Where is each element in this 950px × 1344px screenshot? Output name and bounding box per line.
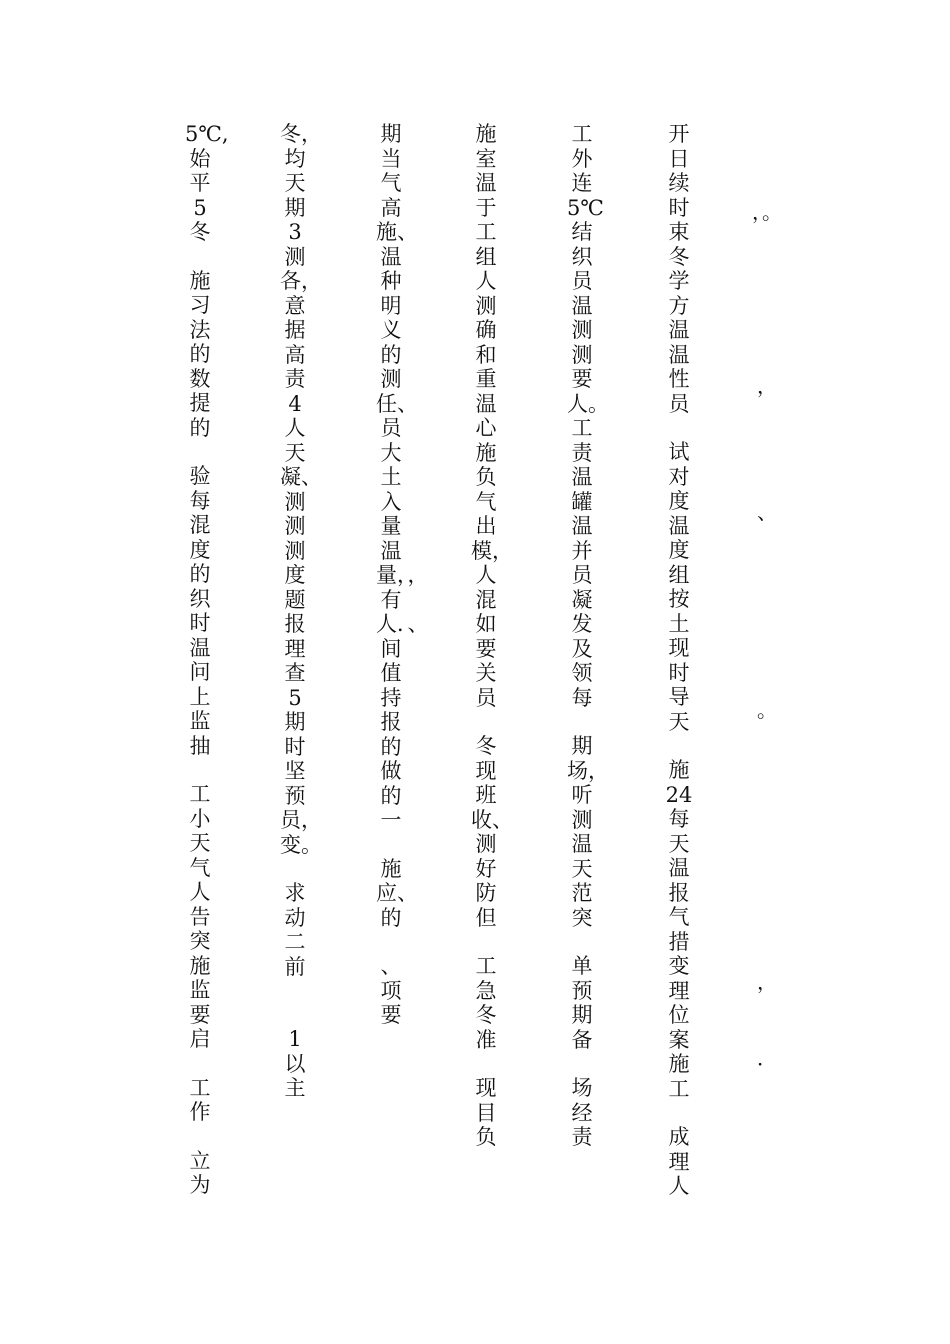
punctuation-mark-3: 、 xyxy=(757,500,777,524)
column-5-segment-2: 求动二前 xyxy=(284,881,306,979)
column-2-segment-3: 单预期备 xyxy=(571,954,593,1052)
punctuation-mark-1: ，。 xyxy=(752,200,782,224)
column-5-segment-1: 冬，均天期3测各，意据高责4人天凝、测测测度题报理查5期时坚预员，变。 xyxy=(280,122,322,857)
text-column-6 xyxy=(185,122,229,1198)
punctuation-mark-6: ． xyxy=(757,1046,777,1070)
column-3-segment-4: 现目负 xyxy=(475,1076,497,1149)
punctuation-mark-2: ， xyxy=(757,374,777,398)
column-4-segment-1: 期当气高施、温种明义的测任、员大土入量温量，，有人．、间值持报的做的一 xyxy=(376,122,429,832)
column-6-segment-6: 立为 xyxy=(189,1148,211,1197)
column-5-segment-3: 1以主 xyxy=(284,1027,306,1100)
column-3-segment-3: 工急冬准 xyxy=(475,954,497,1052)
column-2-segment-4: 场经责 xyxy=(571,1076,593,1149)
text-column-2 xyxy=(567,122,609,1150)
column-4-segment-3: 、项要 xyxy=(380,954,402,1027)
text-column-4 xyxy=(376,122,429,1028)
column-3-segment-1: 施室温于工组人测确和重温心施负气出模，人混如要关员 xyxy=(471,122,513,710)
punctuation-mark-4: 。 xyxy=(757,698,777,722)
column-2-segment-1: 工外连5℃结织员温测测要人。工责温罐温并员凝发及领每 xyxy=(567,122,609,710)
column-1-segment-4: 成理人 xyxy=(668,1125,690,1198)
text-column-3 xyxy=(471,122,513,1150)
column-1-segment-3: 施24每天温报气措变理位案施工 xyxy=(665,758,693,1101)
text-column-1 xyxy=(664,122,694,1199)
text-column-5 xyxy=(280,122,322,1101)
column-4-segment-2: 施应、的 xyxy=(376,856,418,930)
punctuation-mark-5: ， xyxy=(757,970,777,994)
column-1-segment-1: 开日续时束冬学方温温性员 xyxy=(668,122,690,416)
column-6-segment-5: 工作 xyxy=(189,1075,211,1124)
column-1-segment-2: 试对度温度组按土现时导天 xyxy=(668,440,690,734)
column-2-segment-2: 期场，听测温天范突 xyxy=(567,734,609,930)
column-6-segment-3: 验每混度的织时温问上监抽 xyxy=(189,464,211,758)
column-6-segment-2: 施习法的数提的 xyxy=(189,268,211,440)
column-3-segment-2: 冬现班收、测好防但 xyxy=(471,734,513,930)
column-6-segment-4: 工小天气人告突施监要启 xyxy=(189,782,211,1051)
column-6-segment-1: 5℃,始平5冬 xyxy=(185,122,229,244)
